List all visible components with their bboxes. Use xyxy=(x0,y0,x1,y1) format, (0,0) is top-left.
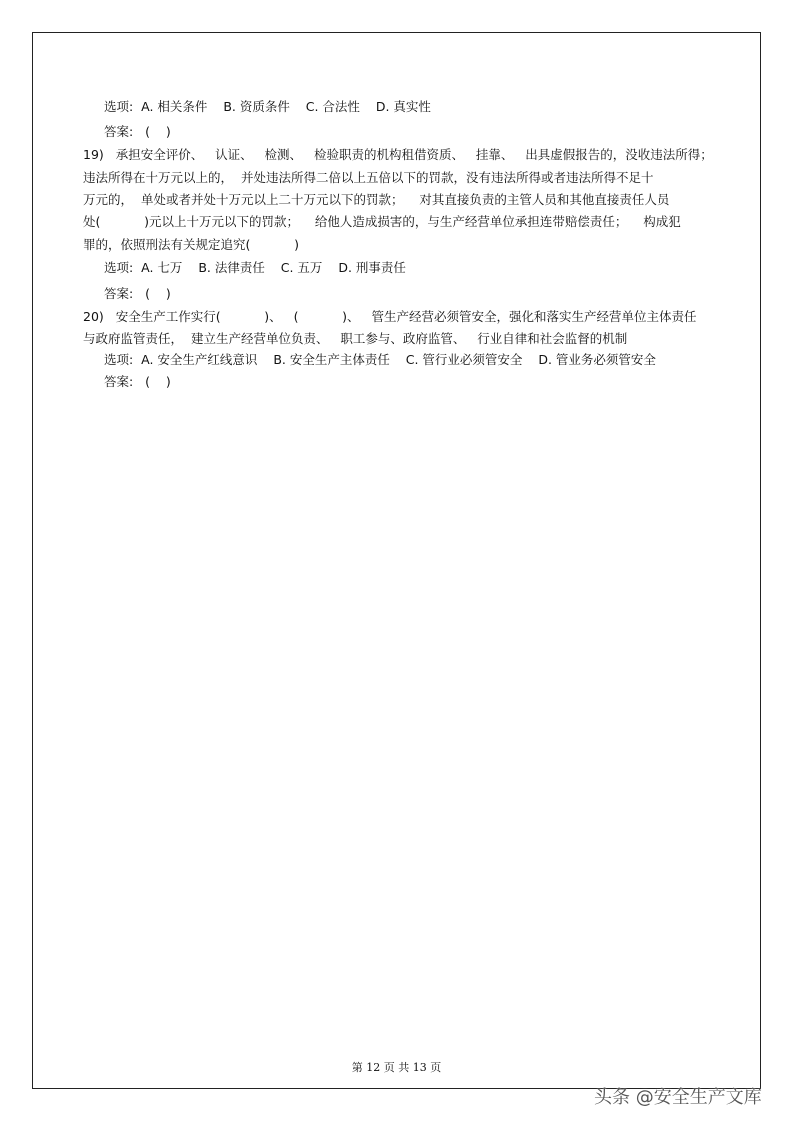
q18-options: 选项: A. 相关条件 B. 资质条件 C. 合法性 D. 真实性 xyxy=(104,99,431,114)
q19-text-line: 19) 承担安全评价、 认证、 检测、 检验职责的机构租借资质、 挂靠、 出具虚假报告的，没收违法所得； xyxy=(83,147,713,162)
page-number-footer: 第 12 页 共 13 页 xyxy=(351,1061,442,1074)
page-border xyxy=(32,32,761,1089)
q19-text-line: 违法所得在十万元以上的， 并处违法所得二倍以上五倍以下的罚款，没有违法所得或者违法所得不足十 xyxy=(83,170,654,185)
q19-text-line: 罪的，依照刑法有关规定追究( ) xyxy=(83,237,299,252)
q19-options: 选项: A. 七万 B. 法律责任 C. 五万 D. 刑事责任 xyxy=(104,260,406,275)
watermark: 头条 @安全生产文库 xyxy=(594,1087,762,1108)
q19-text-line: 万元的， 单处或者并处十万元以上二十万元以下的罚款； 对其直接负责的主管人员和其他直接责任人员 xyxy=(83,192,670,207)
q18-answer: 答案: ( ) xyxy=(104,124,171,139)
q19-answer: 答案: ( ) xyxy=(104,286,171,301)
q20-answer: 答案: ( ) xyxy=(104,374,171,389)
q20-text-line: 20) 安全生产工作实行( )、 ( )、 管生产经营必须管安全，强化和落实生产经营单位主体责任 xyxy=(83,309,697,324)
q19-text-line: 处( )元以上十万元以下的罚款； 给他人造成损害的，与生产经营单位承担连带赔偿责任； 构成犯 xyxy=(83,214,681,229)
q20-options: 选项: A. 安全生产红线意识 B. 安全生产主体责任 C. 管行业必须管安全 D. 管业务必须管安全 xyxy=(104,352,656,367)
q20-text-line: 与政府监管责任， 建立生产经营单位负责、 职工参与、政府监管、 行业自律和社会监督的机制 xyxy=(83,331,628,346)
